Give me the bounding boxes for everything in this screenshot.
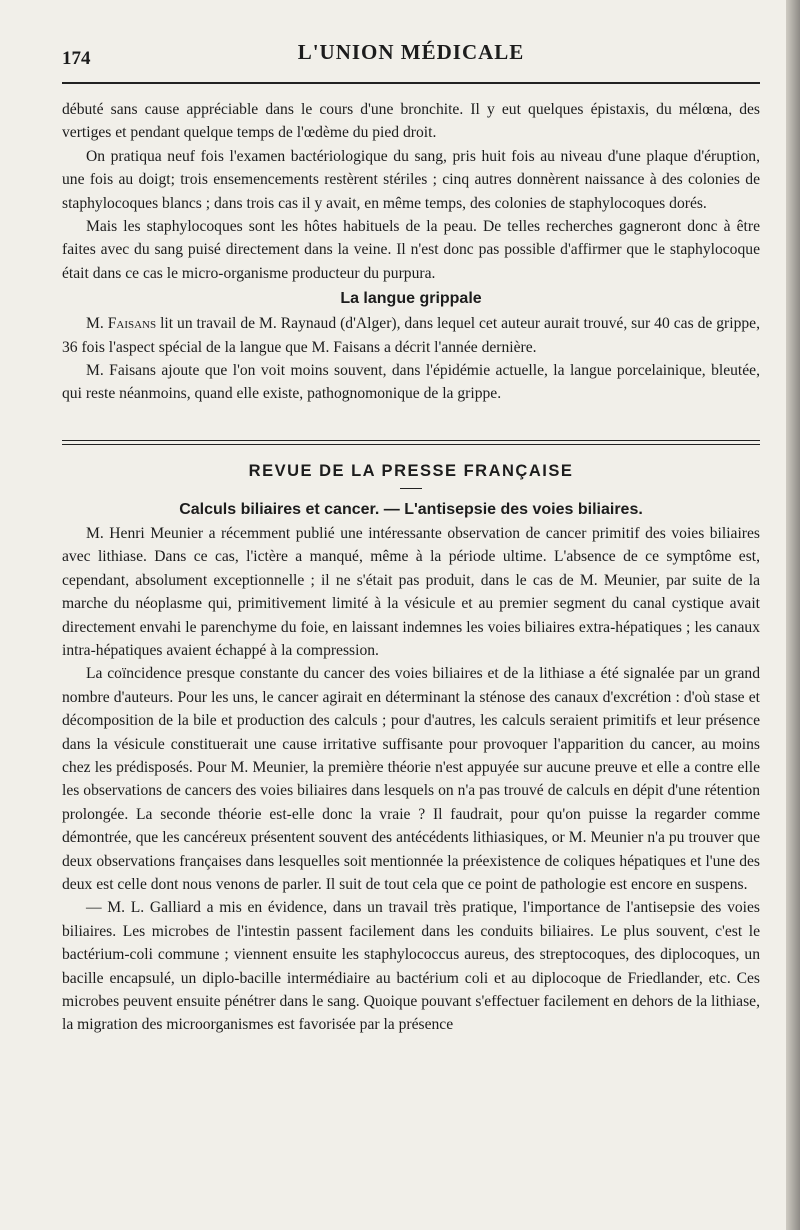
paragraph: Mais les staphylocoques sont les hôtes habituels de la peau. De telles recherches gagneront donc à être faites avec du sang puisé directement dans la veine. Il n'est donc pas possible d'affirmer que le staphylocoque était dans ce cas le micro-organisme producteur du purpura.: [62, 218, 760, 282]
title-rule: [400, 488, 422, 489]
text-run: lit un travail de M. Raynaud (d'Alger), dans lequel cet auteur aurait trouvé, sur 40 cas de grippe, 36 fois l'aspect spécial de la langue que M. Faisans a décrit l'année dernière.: [62, 315, 760, 356]
text-run: M.: [86, 315, 108, 333]
running-title: L'UNION MÉDICALE: [297, 40, 525, 64]
paragraph: La coïncidence presque constante du cancer des voies biliaires et de la lithiase a été signalée par un grand nombre d'auteurs. Pour les uns, le cancer agirait en déterminant la sténose des canaux d'excrétion : d'où stase et décomposition de la bile et production des calculs ; pour d'autres, les calculs seraient primitifs et leur présence dans la vésicule constituerait une cause irritative suffisante pour provoquer l'apparition du cancer, au moins chez les prédisposés. Pour M. Meunier, la première théorie n'est appuyée sur aucune preuve et elle a contre elle les observations de cancers des voies biliaires dans lesquels on n'a pas trouvé de calculs en dépit d'une rétention prolongée. La seconde théorie est-elle donc la vraie ? Il faudrait, pour qu'on puisse la regarder comme démontrée, que les cancéreux présentent souvent des antécédents lithiasiques, or M. Meunier n'a pu trouver que deux observations françaises dans lesquelles soit mentionnée la préexistence de coliques hépatiques et l'une des deux est celle dont nous venons de parler. Il suit de tout cela que ce point de pathologie est encore en suspens.: [62, 665, 760, 893]
paragraph: M. Faisans ajoute que l'on voit moins souvent, dans l'épidémie actuelle, la langue porcelainique, bleutée, qui reste néanmoins, quand elle existe, pathognomonique de la grippe.: [62, 362, 760, 403]
paragraph: débuté sans cause appréciable dans le cours d'une bronchite. Il y eut quelques épistaxis, du mélœna, des vertiges et pendant quelque temps de l'œdème du pied droit.: [62, 101, 760, 142]
page-header: [62, 34, 760, 78]
paragraph: [62, 312, 760, 359]
paragraph: M. Henri Meunier a récemment publié une intéressante observation de cancer primitif des voies biliaires avec lithiase. Dans ce cas, l'ictère a manqué, même à la période ultime. L'absence de ce symptôme est, cependant, absolument exceptionnelle ; il ne s'était pas produit, dans le cas de M. Meunier, par suite de la marche du néoplasme qui, primitivement limité à la vésicule et au premier segment du canal cystique avait directement envahi le parenchyme du foie, en laissant indemnes les voies biliaires extra-hépatiques ; les canaux intra-hépatiques avaient échappé à la compression.: [62, 524, 760, 659]
article-title: Calculs biliaires et cancer. — L'antisepsie des voies biliaires.: [179, 500, 643, 518]
subheading-langue-grippale: La langue grippale: [340, 290, 482, 308]
section-title: REVUE DE LA PRESSE FRANÇAISE: [248, 461, 574, 480]
paragraph: — M. L. Galliard a mis en évidence, dans un travail très pratique, l'importance de l'antisepsie des voies biliaires. Les microbes de l'intestin passent facilement dans les conduits biliaires. Le plus souvent, c'est le bactérium-coli commune ; viennent ensuite les staphylococcus aureus, des streptocoques, des diplocoques, un bacille encapsulé, un diplo-bacille intermédiaire au bactérium coli et au diplocoque de Friedlander, etc. Ces microbes peuvent ensuite pénétrer dans le sang. Quoique pouvant s'effectuer facilement en dehors de la lithiase, la migration des microorganismes est favorisée par la présence: [62, 899, 760, 1034]
author-name: Faisans: [107, 315, 157, 333]
header-rule: [62, 82, 760, 84]
section-divider: [62, 440, 760, 445]
page-number: 174: [62, 48, 91, 69]
paragraph: On pratiqua neuf fois l'examen bactériologique du sang, pris huit fois au niveau d'une plaque d'éruption, une fois au doigt; trois ensemencements restèrent stériles ; cinq autres donnèrent naissance à des colonies de staphylocoques blancs ; dans trois cas il y avait, en même temps, des colonies de staphylocoques dorés.: [62, 147, 760, 212]
